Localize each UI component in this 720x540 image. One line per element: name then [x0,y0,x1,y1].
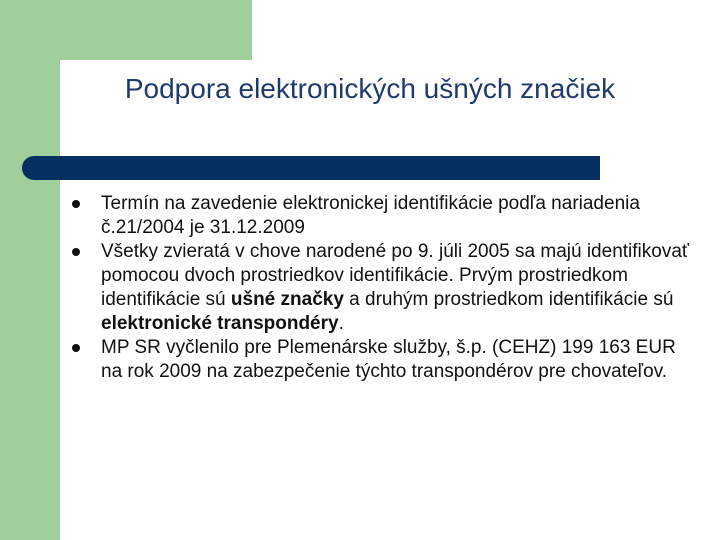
green-side-bar [0,0,60,540]
bullet-text: . [338,313,344,334]
bullet-text: Termín na zavedenie elektronickej identifikácie podľa nariadenia č.21/2004 je 31.12.2009 [101,193,640,238]
bullet-text: Všetky zvieratá v chove narodené po 9. júli 2005 sa majú identifikovať pomocou dvoch prostriedkov identifikácie. Prvým prostriedkom identifikácie sú [101,241,690,310]
bold-term: elektronické transpondéry [101,313,339,334]
bullet-text: MP SR vyčlenilo pre Plemenárske služby, š.p. (CEHZ) 199 163 EUR na rok 2009 na zabezpečenie týchto transpondérov pre chovateľov. [101,337,676,382]
bullet-list [72,192,692,384]
title-underline-bar [22,156,600,180]
green-top-bar [0,0,252,60]
bullet-icon [72,248,80,256]
bullet-icon [72,344,80,352]
bullet-item [72,336,692,384]
bullet-text: a druhým prostriedkom identifikácie sú [343,289,674,310]
bullet-item [72,240,692,336]
slide-title: Podpora elektronických ušných značiek [124,73,616,104]
bullet-item [72,192,692,240]
bold-term: ušné značky [230,289,344,310]
bullet-icon [72,200,80,208]
